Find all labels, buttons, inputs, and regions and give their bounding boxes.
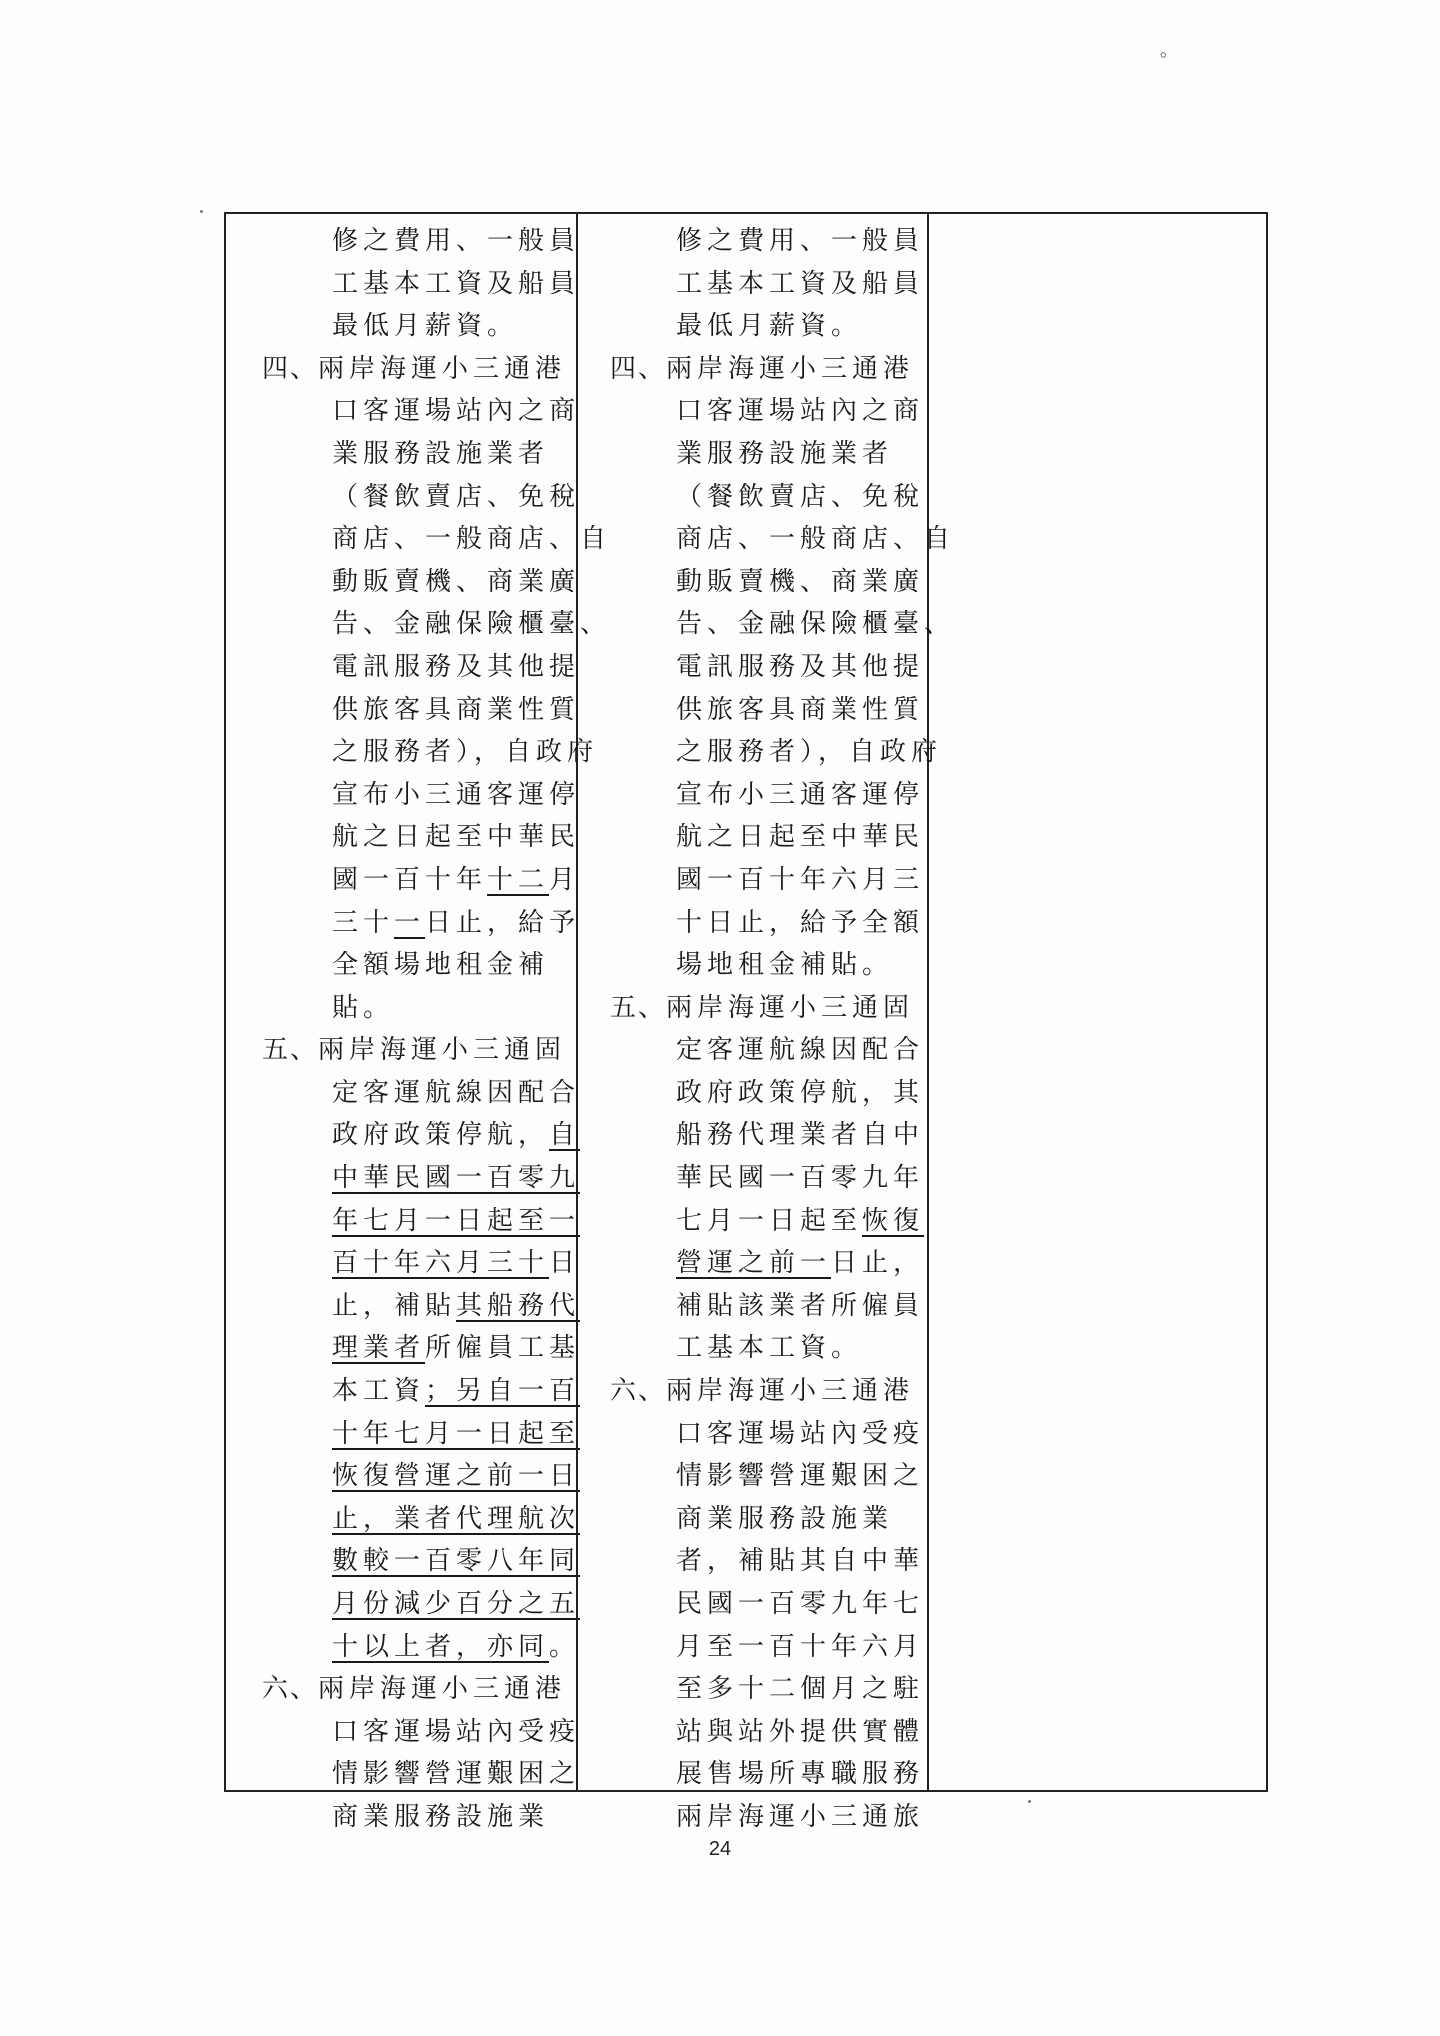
text-line [226, 1583, 581, 1626]
text-line [226, 1370, 581, 1413]
text-segment: 供旅客具商業性質 [332, 694, 581, 725]
text-line [226, 774, 581, 817]
text-line [578, 390, 927, 433]
text-segment: 口客運場站內之商 [332, 396, 581, 427]
underlined-amendment: 理業者 [332, 1333, 426, 1364]
text-segment: 展售場所專職服務 [676, 1759, 925, 1790]
text-segment: 告、金融保險櫃臺、 [332, 609, 612, 640]
text-line [578, 1242, 927, 1285]
text-line [578, 561, 927, 604]
text-line [578, 1455, 927, 1498]
text-segment: 三十 [332, 907, 395, 938]
text-segment: （餐飲賣店、免稅 [676, 481, 925, 512]
comparison-table [224, 212, 1268, 1832]
text-segment: 最低月薪資。 [676, 311, 863, 342]
text-line [578, 476, 927, 519]
text-line [578, 1498, 927, 1541]
underlined-amendment: 中華民國一百零九 [332, 1163, 581, 1194]
text-line [226, 1072, 581, 1115]
numbered-item-line [226, 1668, 576, 1711]
underlined-amendment: ；另自一百 [425, 1376, 581, 1407]
text-segment: 航之日起至中華民 [332, 822, 581, 853]
text-line [578, 1072, 927, 1115]
underlined-amendment: 十二 [487, 864, 550, 895]
text-line [578, 305, 927, 348]
text-line [578, 774, 927, 817]
text-segment: 兩岸海運小三通港 [318, 353, 567, 384]
text-segment: 至多十二個月之駐 [676, 1674, 925, 1705]
text-line [226, 1540, 581, 1583]
text-line [226, 944, 576, 987]
item-number: 五、 [261, 1035, 318, 1066]
text-segment: 宣布小三通客運停 [332, 779, 581, 810]
text-segment: 日 [549, 1248, 581, 1279]
text-segment: 情影響營運艱困之 [332, 1759, 581, 1790]
text-segment: 月至一百十年六月 [676, 1631, 925, 1662]
underlined-amendment: 百十年六月三十 [332, 1248, 550, 1279]
text-segment: 修之費用、一般員 [332, 226, 581, 256]
text-segment: 者，補貼其自中華 [676, 1546, 925, 1577]
text-segment: 電訊服務及其他提 [332, 651, 581, 682]
text-segment: 政府政策停航，其 [676, 1077, 925, 1108]
text-segment: 工基本工資。 [676, 1333, 863, 1364]
text-line [226, 561, 581, 604]
text-line [578, 944, 927, 987]
numbered-item-line [578, 1370, 927, 1413]
text-line [226, 1711, 581, 1754]
text-segment: 月 [549, 864, 581, 895]
text-line [226, 305, 576, 348]
text-segment: 動販賣機、商業廣 [676, 566, 925, 597]
underlined-amendment: 十年七月一日起至 [332, 1418, 581, 1449]
numbered-item-line [578, 987, 927, 1030]
text-segment: 日止，給予 [425, 907, 581, 938]
text-line [226, 987, 576, 1030]
text-line [578, 731, 943, 774]
text-segment: 口客運場站內之商 [676, 396, 925, 427]
text-line [226, 1753, 581, 1796]
text-segment: 。 [549, 1631, 581, 1662]
text-line [226, 689, 581, 732]
text-line [226, 1498, 581, 1541]
text-line [578, 1583, 927, 1626]
text-segment: 商業服務設施業 [332, 1801, 550, 1832]
text-segment: 最低月薪資。 [332, 311, 519, 342]
text-line [578, 689, 927, 732]
text-segment: 電訊服務及其他提 [676, 651, 925, 682]
underlined-amendment: 一 [394, 907, 426, 938]
text-line [578, 1626, 927, 1669]
numbered-item-line [226, 348, 576, 391]
item-number: 六、 [609, 1376, 666, 1407]
text-line [226, 1114, 581, 1157]
text-line [226, 433, 576, 476]
text-line [226, 603, 612, 646]
text-line [578, 1200, 927, 1243]
text-segment: 之服務者），自政府 [332, 737, 599, 768]
text-line [226, 1455, 581, 1498]
text-segment: 船務代理業者自中 [676, 1120, 925, 1151]
text-line [578, 1114, 927, 1157]
text-segment: （餐飲賣店、免稅 [332, 481, 581, 512]
numbered-item-line [578, 348, 927, 391]
text-line [226, 646, 581, 689]
explanation-column [929, 214, 1266, 1790]
text-line [226, 518, 612, 561]
text-segment: 民國一百零九年七 [676, 1589, 925, 1619]
text-segment: 宣布小三通客運停 [676, 779, 925, 810]
text-line [578, 646, 927, 689]
text-segment: 兩岸海運小三通旅 [676, 1801, 925, 1832]
text-line [578, 220, 927, 263]
text-segment: 站與站外提供實體 [676, 1716, 925, 1747]
text-segment: 工基本工資及船員 [676, 268, 925, 299]
text-line [226, 1285, 581, 1328]
text-line [226, 1242, 581, 1285]
text-segment: 業服務設施業者 [332, 438, 550, 469]
text-segment: 商業服務設施業 [676, 1503, 894, 1534]
underlined-amendment: 恢復 [862, 1205, 925, 1236]
text-line [578, 1540, 927, 1583]
text-segment: 口客運場站內受疫 [332, 1716, 581, 1747]
text-line [226, 1157, 581, 1200]
text-segment: 貼。 [332, 992, 395, 1023]
text-line [578, 1796, 927, 1839]
text-line [226, 731, 599, 774]
text-segment: 兩岸海運小三通港 [666, 353, 915, 384]
text-line [578, 263, 927, 306]
text-line [578, 518, 956, 561]
text-line [578, 902, 927, 945]
text-line [226, 263, 581, 306]
text-segment: 商店、一般商店、自 [676, 524, 956, 555]
text-segment: 定客運航線因配合 [676, 1035, 925, 1066]
text-line [226, 1626, 581, 1669]
text-segment: 場地租金補貼。 [676, 950, 894, 981]
text-segment: 商店、一般商店、自 [332, 524, 612, 555]
underlined-amendment: 自 [549, 1120, 581, 1151]
underlined-amendment: 月份減少百分之五 [332, 1589, 581, 1619]
text-line [578, 1157, 927, 1200]
text-segment: 止，補貼 [332, 1290, 457, 1321]
underlined-amendment: 恢復營運之前一日 [332, 1461, 581, 1492]
item-number: 四、 [609, 353, 666, 384]
text-segment: 供旅客具商業性質 [676, 694, 925, 725]
text-line [226, 476, 581, 519]
text-segment: 兩岸海運小三通港 [318, 1674, 567, 1705]
text-segment: 七月一日起至 [676, 1205, 863, 1236]
text-segment: 國一百十年 [332, 864, 488, 895]
underlined-amendment: 年七月一日起至一 [332, 1205, 581, 1236]
page-number: 24 [708, 1838, 732, 1860]
text-line [578, 859, 927, 902]
text-segment: 定客運航線因配合 [332, 1077, 581, 1108]
text-segment: 動販賣機、商業廣 [332, 566, 581, 597]
text-line [226, 390, 581, 433]
underlined-amendment: 止，業者代理航次 [332, 1503, 581, 1534]
text-line [578, 1668, 927, 1711]
text-segment: 之服務者），自政府 [676, 737, 943, 768]
text-line [226, 1200, 581, 1243]
text-segment: 華民國一百零九年 [676, 1163, 925, 1194]
scan-speck [200, 210, 203, 213]
text-line [578, 433, 927, 476]
amended-text-column [226, 214, 612, 1832]
text-segment: 國一百十年六月三 [676, 864, 925, 895]
text-line [226, 1327, 581, 1370]
text-segment: 日止， [831, 1248, 925, 1279]
corner-mark: 。 [1160, 40, 1178, 61]
text-line [578, 1029, 927, 1072]
text-line [226, 1796, 576, 1839]
text-segment: 所僱員工基 [425, 1333, 581, 1364]
text-segment: 工基本工資及船員 [332, 268, 581, 299]
item-number: 六、 [261, 1674, 318, 1705]
text-line [226, 859, 581, 902]
item-number: 四、 [261, 353, 318, 384]
text-line [226, 816, 581, 859]
text-segment: 口客運場站內受疫 [676, 1418, 925, 1449]
underlined-amendment: 營運之前一 [676, 1248, 832, 1279]
underlined-amendment: 十以上者，亦同 [332, 1631, 550, 1662]
scan-speck [1028, 1800, 1031, 1803]
text-line [578, 1327, 927, 1370]
text-segment: 補貼該業者所僱員 [676, 1290, 925, 1321]
text-line [226, 902, 581, 945]
text-segment: 兩岸海運小三通港 [666, 1376, 915, 1407]
text-segment: 情影響營運艱困之 [676, 1461, 925, 1492]
item-number: 五、 [609, 992, 666, 1023]
text-line [578, 1413, 927, 1456]
text-segment: 告、金融保險櫃臺、 [676, 609, 956, 640]
text-segment: 修之費用、一般員 [676, 226, 925, 256]
text-line [578, 603, 956, 646]
text-line [578, 816, 927, 859]
underlined-amendment: 其船務代 [456, 1290, 581, 1321]
original-text-column [578, 214, 956, 1832]
text-segment: 兩岸海運小三通固 [318, 1035, 567, 1066]
text-segment: 政府政策停航， [332, 1120, 550, 1151]
text-segment: 十日止，給予全額 [676, 907, 925, 938]
text-segment: 兩岸海運小三通固 [666, 992, 915, 1023]
numbered-item-line [226, 1029, 576, 1072]
text-segment: 全額場地租金補 [332, 950, 550, 981]
text-segment: 本工資 [332, 1376, 426, 1407]
text-line [578, 1285, 927, 1328]
text-line [226, 220, 581, 263]
text-line [578, 1753, 927, 1796]
text-line [578, 1711, 927, 1754]
text-line [226, 1413, 581, 1456]
text-segment: 航之日起至中華民 [676, 822, 925, 853]
text-segment: 業服務設施業者 [676, 438, 894, 469]
underlined-amendment: 數較一百零八年同 [332, 1546, 581, 1577]
